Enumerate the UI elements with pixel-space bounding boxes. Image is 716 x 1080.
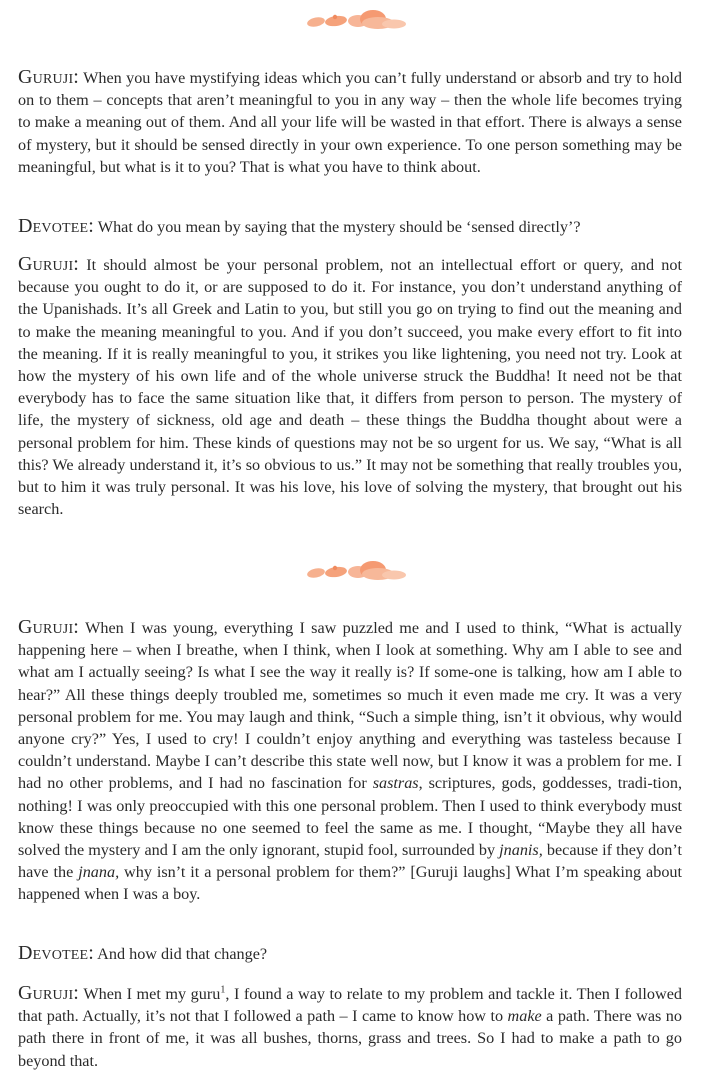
dialogue-block-4 (18, 616, 682, 906)
dialogue-text: And how did that change? (94, 945, 268, 963)
dialogue-block-3 (18, 253, 682, 520)
ornament-top (0, 6, 716, 34)
italic-term: sastras (372, 774, 419, 793)
speaker-label: Guruji: (18, 66, 80, 88)
dialogue-block-5 (18, 942, 682, 965)
lotus-petals-ornament-icon (298, 557, 418, 585)
dialogue-text: , I found a way to relate to my problem and tackle it. Then I followed that path. Actually, it’s not that I followed a path – I came to know how to (18, 985, 682, 1026)
dialogue-text: It should almost be your personal problem, not an intellectual effort or query, and not because you ought to do it, or are supposed to do it. For instance, you don’t understand anything of the Upanishads. It’s all Greek and Latin to you, but still you go on trying to find out the meaning and to make the meaning meaningful to you. And if you don’t succeed, you make every effort to fit into the meaning. If it is really meaningful to you, it strikes you like lightening, you need not try. Look at how the mystery of his own life and of the whole universe struck the Buddha! It need not be that everybody has to face the same situation like that, it differs from person to person. The mystery of life, the mystery of sickness, old age and death – these things the Buddha thought about were a personal problem for him. These kinds of questions may not be so urgent for us. We say, “What is all this? We already understand it, it’s so obvious to us.” It may not be something that really troubles you, but to him it was truly personal. It was his love, his love of solving the mystery, that brought out his search. (18, 256, 682, 519)
footnote-marker: 1 (220, 984, 226, 996)
speaker-label: Guruji: (18, 616, 80, 638)
italic-term: make (507, 1007, 542, 1026)
italic-term: jnanis, (499, 841, 543, 860)
speaker-label: Guruji: (18, 253, 80, 275)
ornament-middle (0, 557, 716, 585)
dialogue-block-1 (18, 66, 682, 178)
dialogue-text: When I met my guru (79, 985, 221, 1003)
italic-term: jnana, (78, 863, 120, 882)
speaker-label: Devotee: (18, 942, 95, 964)
dialogue-text: What do you mean by saying that the mystery should be ‘sensed directly’? (94, 218, 581, 236)
dialogue-text: why isn’t it a personal problem for them?” [Guruji laughs] What I’m speaking about happened when I was a boy. (18, 863, 682, 904)
dialogue-text: a path. There was no path there in front of me, it was all bushes, thorns, grass and trees. So I had to make a path to go beyond that. (18, 1007, 682, 1070)
speaker-label: Guruji: (18, 982, 80, 1004)
dialogue-block-6 (18, 982, 682, 1072)
lotus-petals-ornament-icon (298, 6, 418, 34)
dialogue-block-2 (18, 215, 682, 238)
dialogue-text: When you have mystifying ideas which you can’t fully understand or absorb and try to hold on to them – concepts that aren’t meaningful to you in any way – then the whole life becomes trying to make a meaning out of them. And all your life will be wasted in that effort. There is always a sense of mystery, but it should be sensed directly in your own experience. To one person something may be meaningful, but what is it to you? That is what you have to think about. (18, 69, 682, 176)
dialogue-text: because if they don’t have the (18, 841, 682, 882)
dialogue-text: When I was young, everything I saw puzzled me and I used to think, “What is actually happening here – when I breathe, when I think, when I look at something. Why am I able to see and what am I actually seeing? Is what I see the way it really is? If some-one is talking, how am I able to hear?” All these things deeply troubled me, sometimes so much it even made me cry. It was a very personal problem for me. You may laugh and think, “Such a simple thing, isn’t it obvious, why would anyone cry?” Yes, I used to cry! I couldn’t enjoy anything and everything was tasteless because I couldn’t understand. Maybe I can’t describe this state well now, but I know it was a problem for me. I had no other problems, and I had no fascination for (18, 619, 682, 793)
speaker-label: Devotee: (18, 215, 95, 237)
dialogue-text: , scriptures, gods, goddesses, tradi-tion, nothing! I was only preoccupied with this one personal problem. Then I used to think everybody must know these things because no one seemed to feel the same as me. I thought, “Maybe they all have solved the mystery and I am the only ignorant, stupid fool, surrounded by (18, 774, 682, 860)
